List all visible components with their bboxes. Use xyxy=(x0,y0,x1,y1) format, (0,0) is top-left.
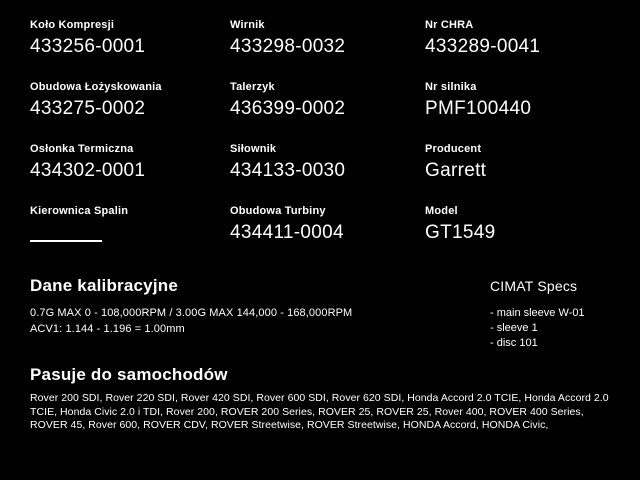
calibration-block xyxy=(30,276,460,337)
fitment-vehicle-list: Rover 200 SDI, Rover 220 SDI, Rover 420 SDI, Rover 600 SDI, Rover 620 SDI, Honda Accord 2.0 TCIE, Honda Accord 2.0 TCIE, Honda Civic 2.0 i TDI, Rover 200, ROVER 200 Series, ROVER 25, ROVER 25, Rover 400, ROVER 400 Series, ROVER 45, Rover 600, ROVER CDV, ROVER Streetwise, ROVER Streetwise, HONDA Accord, HONDA Civic, xyxy=(30,392,609,431)
spec-label: Model xyxy=(425,205,458,217)
spec-item-kierownica-spalin xyxy=(30,204,230,266)
fitment-title: Pasuje do samochodów xyxy=(30,365,228,384)
spec-value: 433275-0002 xyxy=(30,98,146,119)
spec-item-oslonka-termiczna xyxy=(30,142,230,204)
cimat-spec-item: - disc 101 xyxy=(490,337,538,349)
spec-item-talerzyk xyxy=(230,80,425,142)
spec-value: 433256-0001 xyxy=(30,36,146,57)
cimat-spec-item: - sleeve 1 xyxy=(490,322,538,334)
spec-item-producent xyxy=(425,142,618,204)
middle-section xyxy=(30,276,618,349)
calibration-line-1: 0.7G MAX 0 - 108,000RPM / 3.00G MAX 144,000 - 168,000RPM xyxy=(30,307,353,319)
spec-item-obudowa-turbiny xyxy=(230,204,425,266)
spec-value: GT1549 xyxy=(425,222,496,243)
spec-value: 433298-0032 xyxy=(230,36,346,57)
spec-value-empty xyxy=(30,226,102,242)
spec-label: Obudowa Turbiny xyxy=(230,205,326,217)
spec-item-silownik xyxy=(230,142,425,204)
spec-value: Garrett xyxy=(425,160,487,181)
spec-value: 433289-0041 xyxy=(425,36,541,57)
spec-label: Talerzyk xyxy=(230,81,275,93)
specification-grid xyxy=(30,18,618,266)
spec-value: 436399-0002 xyxy=(230,98,346,119)
spec-label: Siłownik xyxy=(230,143,277,155)
calibration-line-2: ACV1: 1.144 - 1.196 = 1.00mm xyxy=(30,323,185,335)
spec-item-wirnik xyxy=(230,18,425,80)
spec-item-model xyxy=(425,204,618,266)
spec-label: Producent xyxy=(425,143,482,155)
cimat-specs-title: CIMAT Specs xyxy=(490,278,578,294)
cimat-specs-block xyxy=(490,278,640,351)
spec-value: PMF100440 xyxy=(425,98,532,119)
spec-item-nr-chra xyxy=(425,18,618,80)
spec-label: Nr CHRA xyxy=(425,19,474,31)
spec-label: Koło Kompresji xyxy=(30,19,115,31)
spec-value: 434411-0004 xyxy=(230,222,344,243)
cimat-spec-item: - main sleeve W-01 xyxy=(490,307,585,319)
spec-item-nr-silnika xyxy=(425,80,618,142)
spec-item-kolo-kompresji xyxy=(30,18,230,80)
spec-label: Nr silnika xyxy=(425,81,477,93)
spec-label: Wirnik xyxy=(230,19,265,31)
calibration-title: Dane kalibracyjne xyxy=(30,276,178,295)
spec-label: Kierownica Spalin xyxy=(30,205,129,217)
spec-item-obudowa-lozyskowania xyxy=(30,80,230,142)
spec-label: Obudowa Łożyskowania xyxy=(30,81,162,93)
spec-value: 434133-0030 xyxy=(230,160,346,181)
spec-label: Osłonka Termiczna xyxy=(30,143,134,155)
spec-value: 434302-0001 xyxy=(30,160,146,181)
fitment-block xyxy=(30,365,618,433)
